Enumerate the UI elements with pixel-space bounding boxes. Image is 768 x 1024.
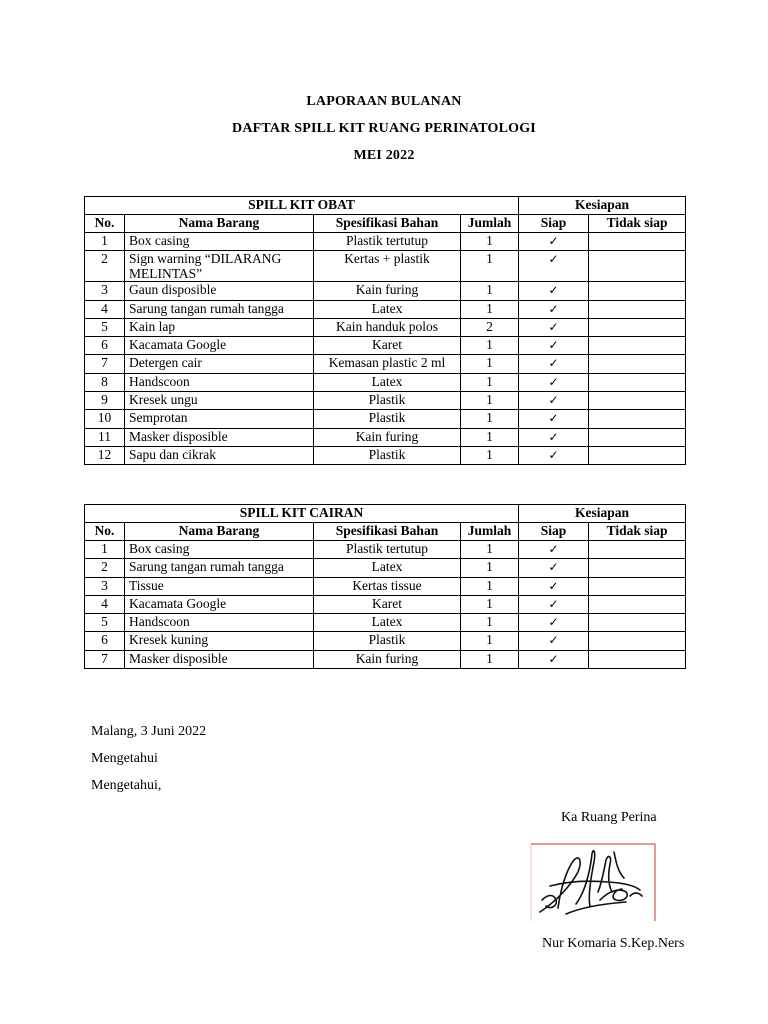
- not-ready: [589, 632, 686, 650]
- not-ready: [589, 355, 686, 373]
- row-number: 5: [85, 614, 125, 632]
- acknowledgement-line-1: Mengetahui: [91, 751, 158, 766]
- quantity: 1: [461, 614, 519, 632]
- not-ready: [589, 233, 686, 251]
- checkmark-icon: ✓: [548, 283, 559, 298]
- table-row: [85, 355, 686, 373]
- quantity: 1: [461, 392, 519, 410]
- row-number: 5: [85, 318, 125, 336]
- material-spec: Plastik: [314, 632, 461, 650]
- ready-check: [519, 282, 589, 300]
- table-row: [85, 392, 686, 410]
- ready-check: [519, 428, 589, 446]
- row-number: 11: [85, 428, 125, 446]
- col-siap: Siap: [519, 215, 589, 233]
- material-spec: Kain furing: [314, 428, 461, 446]
- checkmark-icon: ✓: [548, 578, 559, 593]
- col-spec: Spesifikasi Bahan: [314, 523, 461, 541]
- checkmark-icon: ✓: [548, 301, 559, 316]
- row-number: 6: [85, 632, 125, 650]
- col-tidak-siap: Tidak siap: [589, 523, 686, 541]
- table-row: [85, 282, 686, 300]
- spill-kit-cairan-table: [84, 504, 686, 669]
- not-ready: [589, 428, 686, 446]
- checkmark-icon: ✓: [548, 393, 559, 408]
- table-row: [85, 541, 686, 559]
- not-ready: [589, 251, 686, 282]
- row-number: 10: [85, 410, 125, 428]
- not-ready: [589, 318, 686, 336]
- quantity: 1: [461, 300, 519, 318]
- ready-check: [519, 632, 589, 650]
- not-ready: [589, 282, 686, 300]
- material-spec: Plastik: [314, 410, 461, 428]
- checkmark-icon: ✓: [548, 560, 559, 575]
- kesiapan-header: Kesiapan: [519, 505, 686, 523]
- material-spec: Latex: [314, 559, 461, 577]
- table-row: [85, 446, 686, 464]
- col-name: Nama Barang: [125, 215, 314, 233]
- ready-check: [519, 337, 589, 355]
- quantity: 1: [461, 446, 519, 464]
- material-spec: Latex: [314, 300, 461, 318]
- row-number: 3: [85, 282, 125, 300]
- item-name: Semprotan: [125, 410, 314, 428]
- table-row: [85, 559, 686, 577]
- quantity: 1: [461, 577, 519, 595]
- table-row: [85, 614, 686, 632]
- row-number: 3: [85, 577, 125, 595]
- checkmark-icon: ✓: [548, 338, 559, 353]
- quantity: 1: [461, 650, 519, 668]
- item-name: Masker disposible: [125, 428, 314, 446]
- checkmark-icon: ✓: [548, 633, 559, 648]
- row-number: 6: [85, 337, 125, 355]
- ready-check: [519, 614, 589, 632]
- row-number: 1: [85, 233, 125, 251]
- item-name: Kacamata Google: [125, 337, 314, 355]
- kesiapan-header: Kesiapan: [519, 197, 686, 215]
- not-ready: [589, 577, 686, 595]
- quantity: 1: [461, 428, 519, 446]
- item-name: Gaun disposible: [125, 282, 314, 300]
- quantity: 1: [461, 541, 519, 559]
- not-ready: [589, 541, 686, 559]
- item-name: Sign warning “DILARANG MELINTAS”: [125, 251, 314, 282]
- table-row: [85, 251, 686, 282]
- item-name: Masker disposible: [125, 650, 314, 668]
- place-date: Malang, 3 Juni 2022: [91, 724, 207, 739]
- row-number: 4: [85, 595, 125, 613]
- row-number: 9: [85, 392, 125, 410]
- quantity: 1: [461, 337, 519, 355]
- row-number: 1: [85, 541, 125, 559]
- ready-check: [519, 251, 589, 282]
- table-row: [85, 318, 686, 336]
- item-name: Sapu dan cikrak: [125, 446, 314, 464]
- row-number: 2: [85, 559, 125, 577]
- checkmark-icon: ✓: [548, 429, 559, 444]
- material-spec: Karet: [314, 595, 461, 613]
- item-name: Box casing: [125, 541, 314, 559]
- handwritten-signature: [530, 842, 656, 922]
- column-header-row: [85, 215, 686, 233]
- row-number: 8: [85, 373, 125, 391]
- quantity: 1: [461, 559, 519, 577]
- not-ready: [589, 446, 686, 464]
- row-number: 4: [85, 300, 125, 318]
- quantity: 1: [461, 595, 519, 613]
- material-spec: Plastik tertutup: [314, 233, 461, 251]
- material-spec: Latex: [314, 373, 461, 391]
- material-spec: Plastik tertutup: [314, 541, 461, 559]
- ready-check: [519, 577, 589, 595]
- item-name: Box casing: [125, 233, 314, 251]
- checkmark-icon: ✓: [548, 596, 559, 611]
- quantity: 1: [461, 282, 519, 300]
- material-spec: Kertas + plastik: [314, 251, 461, 282]
- ready-check: [519, 300, 589, 318]
- checkmark-icon: ✓: [548, 447, 559, 462]
- quantity: 1: [461, 233, 519, 251]
- item-name: Kacamata Google: [125, 595, 314, 613]
- col-qty: Jumlah: [461, 523, 519, 541]
- col-spec: Spesifikasi Bahan: [314, 215, 461, 233]
- checkmark-icon: ✓: [548, 319, 559, 334]
- ready-check: [519, 355, 589, 373]
- col-qty: Jumlah: [461, 215, 519, 233]
- row-number: 7: [85, 355, 125, 373]
- signer-role: Ka Ruang Perina: [561, 810, 657, 825]
- not-ready: [589, 614, 686, 632]
- report-period: MEI 2022: [353, 148, 415, 163]
- column-header-row: [85, 523, 686, 541]
- checkmark-icon: ✓: [548, 356, 559, 371]
- table-row: [85, 373, 686, 391]
- material-spec: Kain furing: [314, 282, 461, 300]
- col-no: No.: [85, 523, 125, 541]
- not-ready: [589, 373, 686, 391]
- ready-check: [519, 373, 589, 391]
- material-spec: Kain handuk polos: [314, 318, 461, 336]
- row-number: 2: [85, 251, 125, 282]
- ready-check: [519, 595, 589, 613]
- ready-check: [519, 541, 589, 559]
- report-subtitle: DAFTAR SPILL KIT RUANG PERINATOLOGI: [232, 121, 536, 136]
- not-ready: [589, 559, 686, 577]
- quantity: 1: [461, 355, 519, 373]
- checkmark-icon: ✓: [548, 615, 559, 630]
- table-row: [85, 428, 686, 446]
- table-row: [85, 300, 686, 318]
- item-name: Kresek kuning: [125, 632, 314, 650]
- report-title: LAPORAAN BULANAN: [306, 94, 462, 109]
- material-spec: Plastik: [314, 446, 461, 464]
- item-name: Handscoon: [125, 373, 314, 391]
- ready-check: [519, 392, 589, 410]
- table-row: [85, 577, 686, 595]
- not-ready: [589, 410, 686, 428]
- material-spec: Kain furing: [314, 650, 461, 668]
- row-number: 7: [85, 650, 125, 668]
- col-no: No.: [85, 215, 125, 233]
- quantity: 1: [461, 373, 519, 391]
- quantity: 2: [461, 318, 519, 336]
- item-name: Sarung tangan rumah tangga: [125, 300, 314, 318]
- checkmark-icon: ✓: [548, 252, 559, 267]
- signature-image: [530, 842, 656, 922]
- quantity: 1: [461, 632, 519, 650]
- table-row: [85, 632, 686, 650]
- not-ready: [589, 337, 686, 355]
- ready-check: [519, 650, 589, 668]
- material-spec: Karet: [314, 337, 461, 355]
- material-spec: Kertas tissue: [314, 577, 461, 595]
- item-name: Tissue: [125, 577, 314, 595]
- table-row: [85, 595, 686, 613]
- table-row: [85, 233, 686, 251]
- not-ready: [589, 392, 686, 410]
- col-name: Nama Barang: [125, 523, 314, 541]
- checkmark-icon: ✓: [548, 374, 559, 389]
- checkmark-icon: ✓: [548, 651, 559, 666]
- ready-check: [519, 233, 589, 251]
- row-number: 12: [85, 446, 125, 464]
- not-ready: [589, 595, 686, 613]
- not-ready: [589, 300, 686, 318]
- item-name: Detergen cair: [125, 355, 314, 373]
- checkmark-icon: ✓: [548, 411, 559, 426]
- quantity: 1: [461, 251, 519, 282]
- table-row: [85, 337, 686, 355]
- material-spec: Kemasan plastic 2 ml: [314, 355, 461, 373]
- spill-kit-obat-table: [84, 196, 686, 465]
- ready-check: [519, 559, 589, 577]
- signer-name: Nur Komaria S.Kep.Ners: [542, 936, 685, 951]
- item-name: Kresek ungu: [125, 392, 314, 410]
- ready-check: [519, 318, 589, 336]
- not-ready: [589, 650, 686, 668]
- ready-check: [519, 446, 589, 464]
- item-name: Handscoon: [125, 614, 314, 632]
- checkmark-icon: ✓: [548, 234, 559, 248]
- acknowledgement-line-2: Mengetahui,: [91, 778, 162, 793]
- item-name: Kain lap: [125, 318, 314, 336]
- col-siap: Siap: [519, 523, 589, 541]
- material-spec: Plastik: [314, 392, 461, 410]
- ready-check: [519, 410, 589, 428]
- table-row: [85, 650, 686, 668]
- material-spec: Latex: [314, 614, 461, 632]
- col-tidak-siap: Tidak siap: [589, 215, 686, 233]
- table-title: SPILL KIT OBAT: [85, 197, 519, 215]
- quantity: 1: [461, 410, 519, 428]
- table-title: SPILL KIT CAIRAN: [85, 505, 519, 523]
- table-row: [85, 410, 686, 428]
- checkmark-icon: ✓: [548, 542, 559, 556]
- item-name: Sarung tangan rumah tangga: [125, 559, 314, 577]
